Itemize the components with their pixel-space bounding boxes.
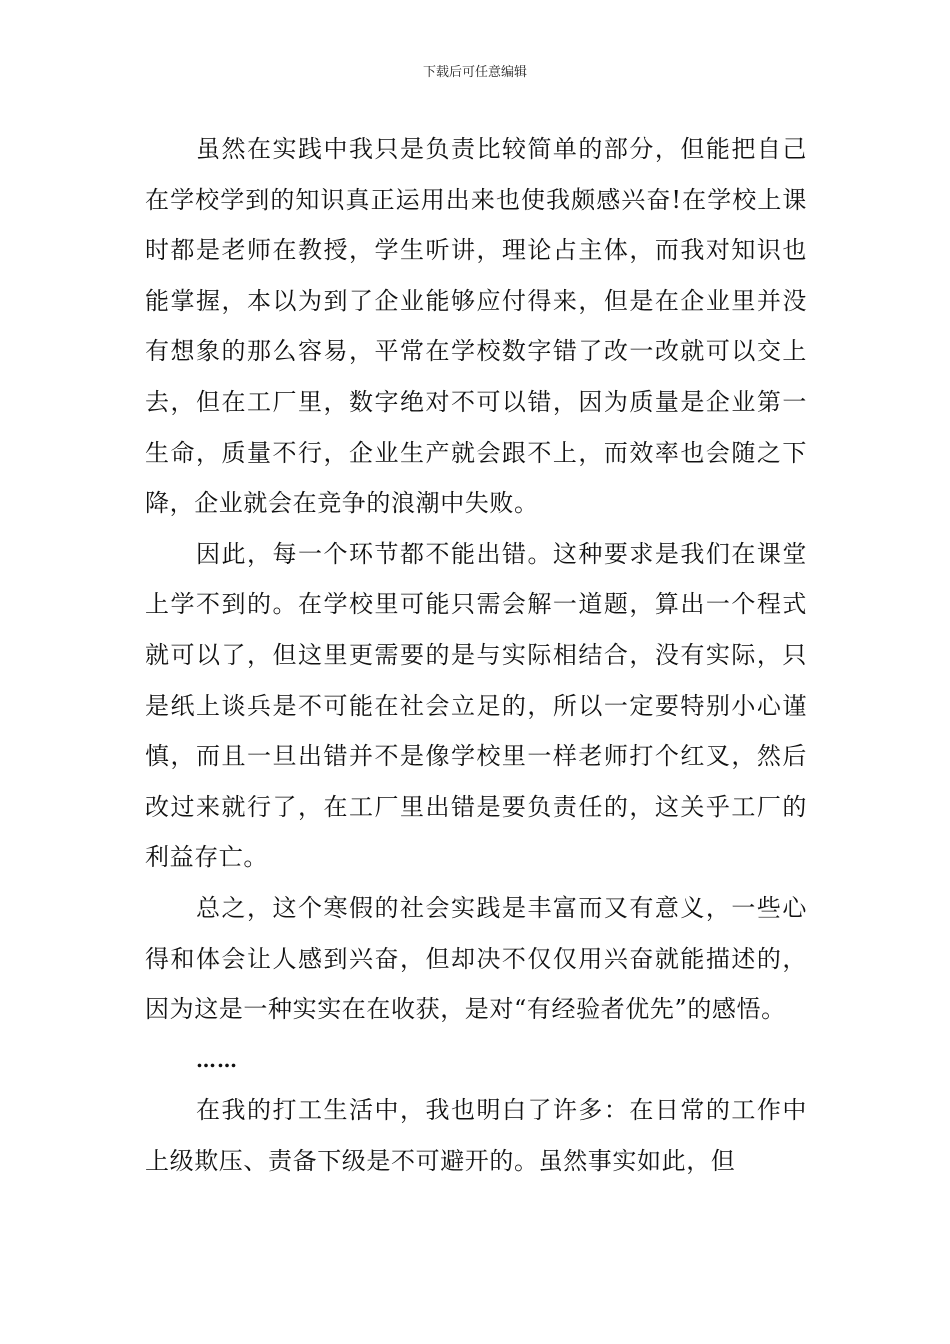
paragraph-practice-experience: 虽然在实践中我只是负责比较简单的部分，但能把自己在学校学到的知识真正运用出来也使我颇感兴奋!在学校上课时都是老师在教授，学生听讲，理论占主体，而我对知识也能掌握，本以为到了企业能够应付得来，但是在企业里并没有想象的那么容易，平常在学校数字错了改一改就可以交上去，但在工厂里，数字绝对不可以错，因为质量是企业第一生命，质量不行，企业生产就会跟不上，而效率也会随之下降，企业就会在竞争的浪潮中失败。 [145, 135, 807, 518]
document-body [145, 124, 807, 1186]
ellipsis-separator: …… [196, 1047, 238, 1072]
page-header: 下载后可任意编辑 [422, 65, 527, 80]
paragraph-summary: 总之，这个寒假的社会实践是丰富而又有意义，一些心得和体会让人感到兴奋，但却决不仅仅用兴奋就能描述的，因为这是一种实实在在收获，是对“有经验者优先”的感悟。 [145, 893, 807, 1024]
paragraph-work-life: 在我的打工生活中，我也明白了许多：在日常的工作中上级欺压、责备下级是不可避开的。虽然事实如此，但 [145, 1096, 807, 1175]
paragraph-no-errors: 因此，每一个环节都不能出错。这种要求是我们在课堂上学不到的。在学校里可能只需会解一道题，算出一个程式就可以了，但这里更需要的是与实际相结合，没有实际，只是纸上谈兵是不可能在社会立足的，所以一定要特别小心谨慎，而且一旦出错并不是像学校里一样老师打个红叉，然后改过来就行了，在工厂里出错是要负责任的，这关乎工厂的利益存亡。 [145, 539, 807, 872]
